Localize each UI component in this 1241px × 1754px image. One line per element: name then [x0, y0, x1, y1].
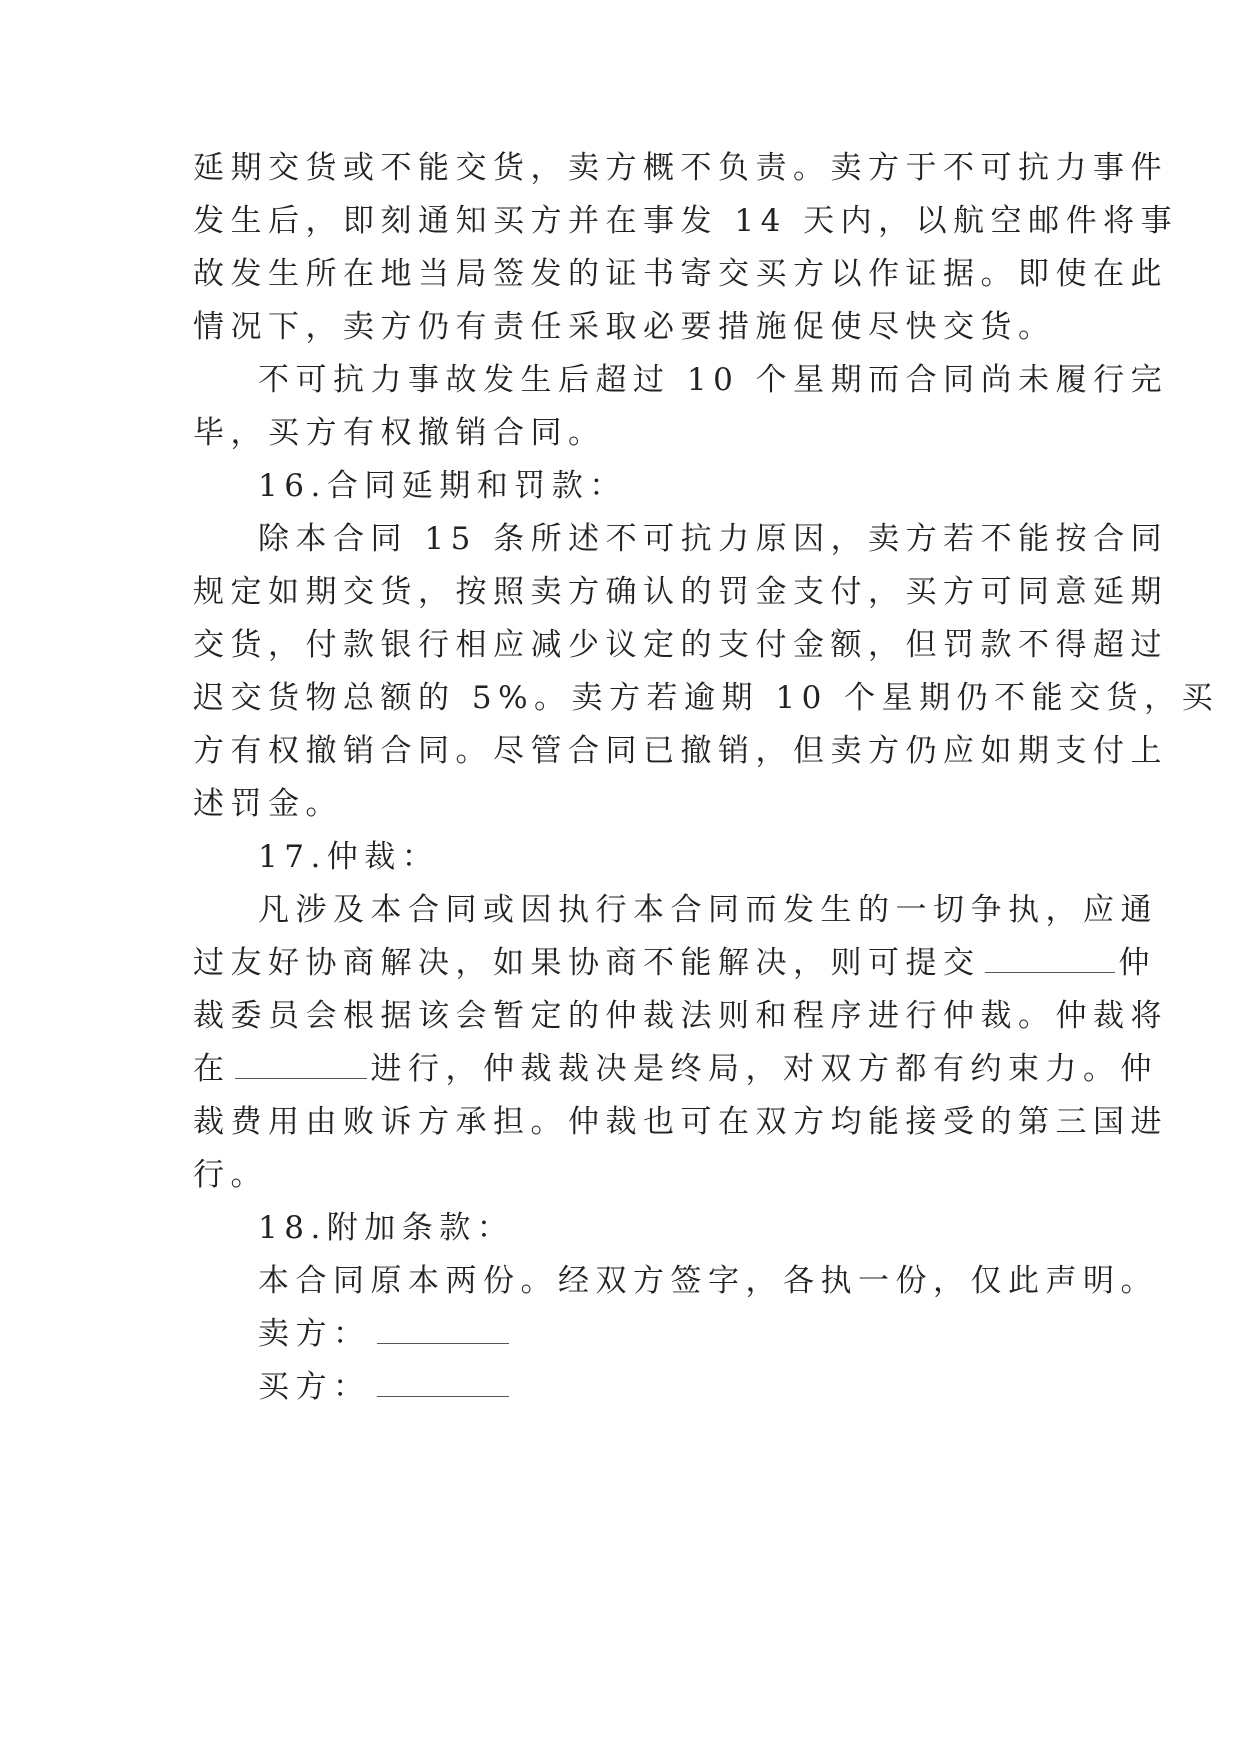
buyer-signature-line [258, 1367, 1118, 1407]
seller-label: 卖方： [258, 1316, 371, 1352]
paragraph-line: 规定如期交货，按照卖方确认的罚金支付，买方可同意延期 [193, 574, 1168, 610]
seller-signature-line [258, 1314, 1118, 1354]
paragraph-line: 行。 [193, 1157, 268, 1193]
paragraph-line: 发生后，即刻通知买方并在事发 14 天内，以航空邮件将事 [193, 203, 1179, 239]
paragraph-line: 交货，付款银行相应减少议定的支付金额，但罚款不得超过 [193, 627, 1168, 663]
arbitration-place-blank [235, 1050, 367, 1079]
seller-signature-blank [377, 1317, 509, 1344]
paragraph-line [193, 943, 1156, 983]
arbitration-body-blank [985, 944, 1115, 973]
paragraph-line: 除本合同 15 条所述不可抗力原因，卖方若不能按合同 [258, 521, 1169, 557]
paragraph-line: 故发生所在地当局签发的证书寄交买方以作证据。即使在此 [193, 256, 1168, 292]
paragraph-line: 毕，买方有权撤销合同。 [193, 415, 606, 451]
paragraph-line: 裁费用由败诉方承担。仲裁也可在双方均能接受的第三国进 [193, 1104, 1168, 1140]
paragraph-line: 迟交货物总额的 5%。卖方若逾期 10 个星期仍不能交货，买 [193, 680, 1220, 716]
text-segment: 进行，仲裁裁决是终局，对双方都有约束力。仲 [370, 1051, 1158, 1087]
section-heading-18: 18.附加条款： [258, 1210, 515, 1246]
text-segment: 在 [193, 1051, 231, 1087]
text-segment: 仲 [1118, 945, 1156, 981]
paragraph-line: 延期交货或不能交货，卖方概不负责。卖方于不可抗力事件 [193, 150, 1168, 186]
paragraph-line: 本合同原本两份。经双方签字，各执一份，仅此声明。 [258, 1263, 1158, 1299]
paragraph-line [193, 1049, 1158, 1089]
paragraph-line: 方有权撤销合同。尽管合同已撤销，但卖方仍应如期支付上 [193, 733, 1168, 769]
paragraph-line: 情况下，卖方仍有责任采取必要措施促使尽快交货。 [193, 309, 1056, 345]
paragraph-line: 凡涉及本合同或因执行本合同而发生的一切争执，应通 [258, 892, 1158, 928]
section-heading-16: 16.合同延期和罚款： [258, 468, 627, 504]
section-heading-17: 17.仲裁： [258, 839, 440, 875]
buyer-label: 买方： [258, 1369, 371, 1405]
buyer-signature-blank [377, 1370, 509, 1397]
paragraph-line: 裁委员会根据该会暂定的仲裁法则和程序进行仲裁。仲裁将 [193, 998, 1168, 1034]
paragraph-line: 不可抗力事故发生后超过 10 个星期而合同尚未履行完 [258, 362, 1169, 398]
text-segment: 过友好协商解决，如果协商不能解决，则可提交 [193, 945, 981, 981]
paragraph-line: 述罚金。 [193, 786, 343, 822]
